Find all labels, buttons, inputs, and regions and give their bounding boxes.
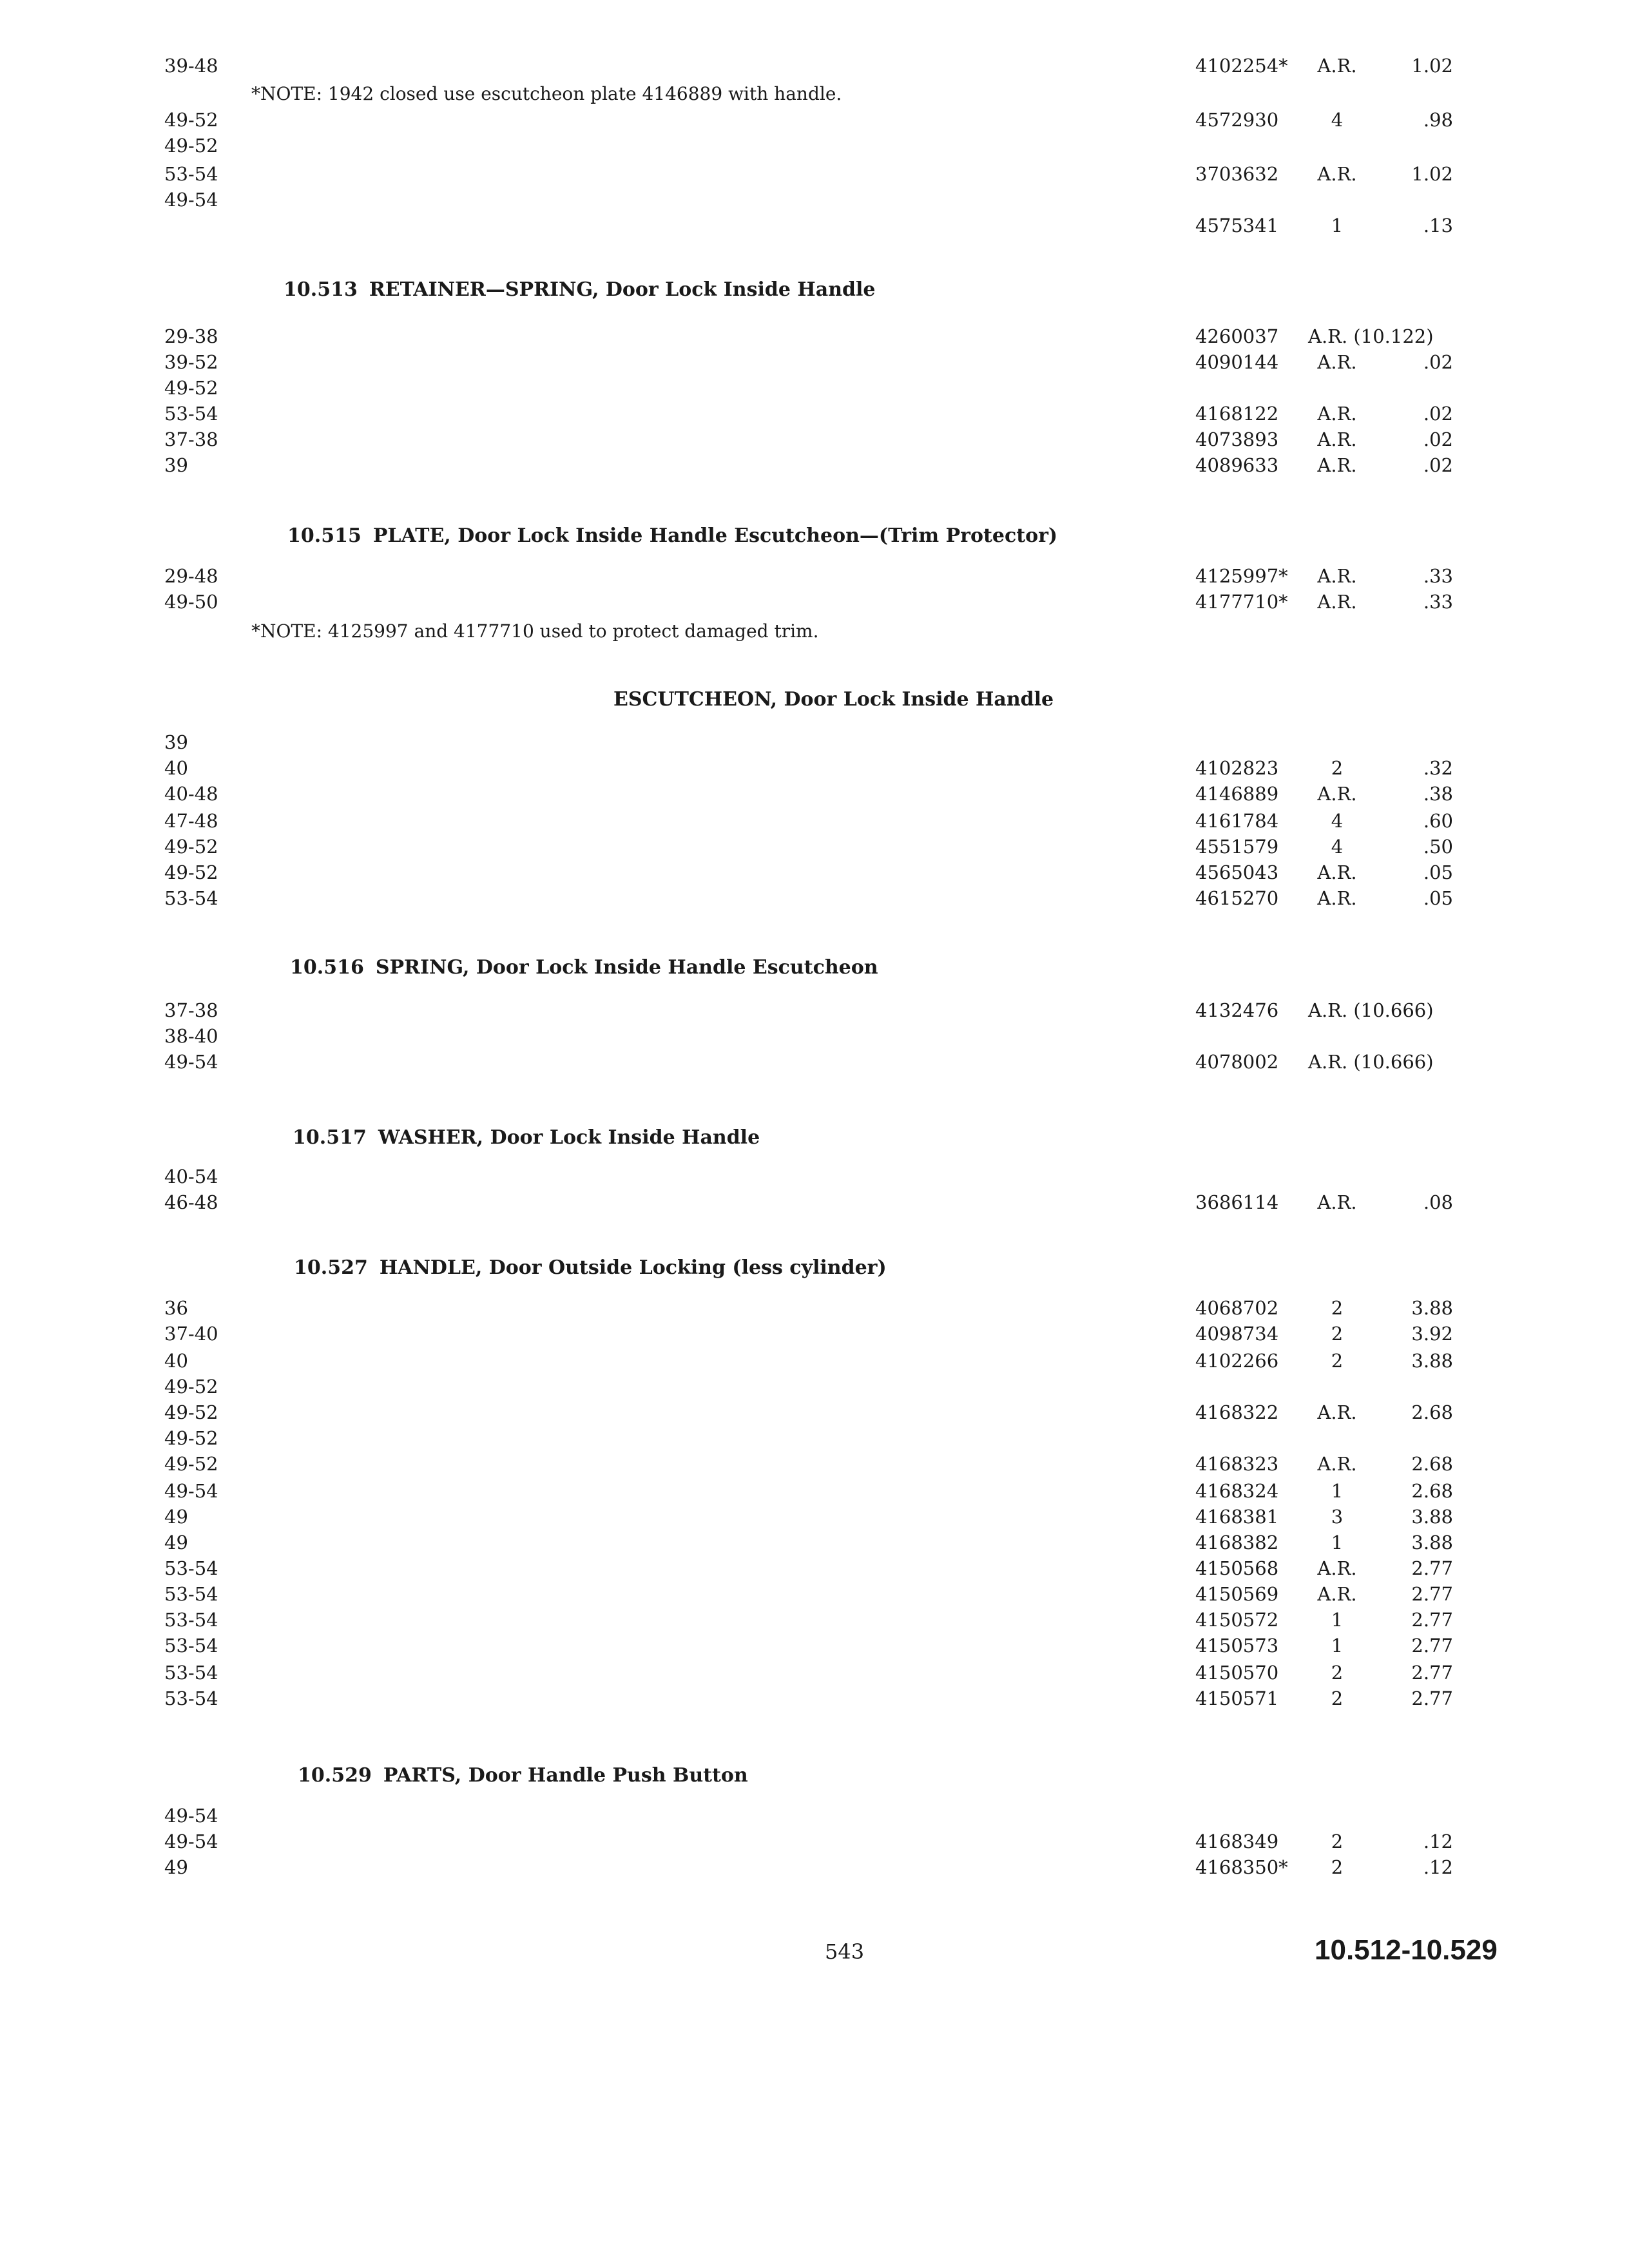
- quantity: 2: [1331, 1856, 1344, 1878]
- quantity: A.R.: [1317, 1583, 1357, 1605]
- price: 2.77: [1411, 1557, 1453, 1579]
- table-row: [0, 161, 1629, 189]
- section-heading: [290, 954, 878, 982]
- table-row: [0, 834, 1629, 862]
- price: 2.77: [1411, 1583, 1453, 1605]
- table-row: [0, 213, 1629, 241]
- quantity: 4: [1331, 109, 1344, 131]
- part-number: 4125997*: [1195, 565, 1288, 587]
- part-number: 4150568: [1195, 1557, 1279, 1579]
- quantity: A.R.: [1317, 1557, 1357, 1579]
- table-row: [0, 401, 1629, 429]
- part-number: 4168382: [1195, 1532, 1279, 1553]
- years-cell: 53-54: [164, 1583, 218, 1605]
- price: .05: [1423, 861, 1453, 883]
- footnote: *NOTE: 4125997 and 4177710 used to protect damaged trim.: [251, 620, 819, 642]
- price: .38: [1423, 783, 1453, 805]
- years-cell: 49-52: [164, 135, 218, 157]
- quantity: A.R. (10.666): [1308, 999, 1434, 1021]
- part-number: 4090144: [1195, 351, 1279, 373]
- table-row: [0, 1581, 1629, 1610]
- table-row: [0, 1374, 1629, 1402]
- part-number: 4615270: [1195, 887, 1279, 909]
- section-heading: [294, 1254, 887, 1282]
- quantity: 2: [1331, 1350, 1344, 1372]
- years-cell: 53-54: [164, 1687, 218, 1709]
- years-cell: 49-52: [164, 109, 218, 131]
- section-title: PARTS, Door Handle Push Button: [383, 1764, 748, 1787]
- years-cell: 49-52: [164, 1427, 218, 1449]
- table-row: [0, 755, 1629, 783]
- years-cell: 53-54: [164, 403, 218, 425]
- price: 2.77: [1411, 1687, 1453, 1709]
- years-cell: 49-52: [164, 836, 218, 858]
- part-number: 4078002: [1195, 1051, 1279, 1073]
- price: 2.77: [1411, 1609, 1453, 1631]
- section-heading: [298, 1762, 748, 1790]
- part-number: 4098734: [1195, 1323, 1279, 1345]
- quantity: A.R.: [1317, 1401, 1357, 1423]
- section-heading: [284, 276, 875, 304]
- years-cell: 47-48: [164, 810, 218, 832]
- quantity: 1: [1331, 1635, 1344, 1657]
- price: 2.68: [1411, 1453, 1453, 1475]
- part-number: 4168322: [1195, 1401, 1279, 1423]
- part-number: 4089633: [1195, 454, 1279, 476]
- quantity: A.R.: [1317, 1191, 1357, 1213]
- table-row: [0, 1555, 1629, 1584]
- quantity: 1: [1331, 215, 1344, 236]
- quantity: A.R.: [1317, 454, 1357, 476]
- quantity: A.R.: [1317, 351, 1357, 373]
- price: 1.02: [1411, 55, 1453, 77]
- table-row: [0, 1164, 1629, 1192]
- price: 1.02: [1411, 163, 1453, 185]
- quantity: 2: [1331, 1687, 1344, 1709]
- price: .32: [1423, 757, 1453, 779]
- years-cell: 40-54: [164, 1166, 218, 1187]
- table-row: [0, 1803, 1629, 1831]
- price: 3.88: [1411, 1350, 1453, 1372]
- part-number: 4146889: [1195, 783, 1279, 805]
- quantity: 4: [1331, 810, 1344, 832]
- table-row: [0, 1321, 1629, 1349]
- part-number: 4161784: [1195, 810, 1279, 832]
- years-cell: 36: [164, 1297, 188, 1319]
- table-row: [0, 427, 1629, 455]
- table-row: [0, 1854, 1629, 1883]
- table-row: [0, 1425, 1629, 1454]
- years-cell: 49-52: [164, 1401, 218, 1423]
- table-row: [0, 1829, 1629, 1857]
- part-number: 3703632: [1195, 163, 1279, 185]
- footnote: *NOTE: 1942 closed use escutcheon plate 4146889 with handle.: [251, 83, 842, 104]
- table-row: [0, 1530, 1629, 1558]
- section-number: 10.513: [284, 278, 358, 301]
- years-cell: 49-50: [164, 591, 218, 613]
- years-cell: 49-54: [164, 1831, 218, 1852]
- section-title: SPRING, Door Lock Inside Handle Escutcheon: [375, 956, 878, 979]
- years-cell: 49-54: [164, 1805, 218, 1827]
- price: .60: [1423, 810, 1453, 832]
- price: 3.88: [1411, 1297, 1453, 1319]
- part-number: 4260037: [1195, 325, 1279, 347]
- section-title: WASHER, Door Lock Inside Handle: [378, 1126, 760, 1149]
- years-cell: 40: [164, 1350, 188, 1372]
- quantity: 2: [1331, 1662, 1344, 1684]
- price: 3.92: [1411, 1323, 1453, 1345]
- table-row: [0, 323, 1629, 352]
- years-cell: 53-54: [164, 163, 218, 185]
- price: 3.88: [1411, 1532, 1453, 1553]
- table-row: [0, 781, 1629, 809]
- price: .02: [1423, 454, 1453, 476]
- table-row: [0, 1504, 1629, 1532]
- quantity: 2: [1331, 1297, 1344, 1319]
- price: .50: [1423, 836, 1453, 858]
- quantity: A.R.: [1317, 163, 1357, 185]
- table-row: [0, 808, 1629, 836]
- quantity: 1: [1331, 1609, 1344, 1631]
- quantity: A.R.: [1317, 565, 1357, 587]
- part-number: 4150573: [1195, 1635, 1279, 1657]
- part-number: 4168349: [1195, 1831, 1279, 1852]
- section-range: 10.512-10.529: [1315, 1934, 1498, 1966]
- quantity: A.R.: [1317, 428, 1357, 450]
- years-cell: 37-38: [164, 999, 218, 1021]
- years-cell: 49-54: [164, 189, 218, 211]
- table-row: [0, 1478, 1629, 1506]
- table-row: [0, 885, 1629, 914]
- section-number: 10.527: [294, 1256, 368, 1279]
- table-row: [0, 1023, 1629, 1052]
- years-cell: 40: [164, 757, 188, 779]
- quantity: A.R. (10.122): [1308, 325, 1434, 347]
- years-cell: 49-52: [164, 1376, 218, 1398]
- table-row: [0, 1348, 1629, 1376]
- part-number: 4168122: [1195, 403, 1279, 425]
- table-row: [0, 452, 1629, 481]
- part-number: 4168324: [1195, 1480, 1279, 1502]
- price: 2.68: [1411, 1480, 1453, 1502]
- price: .12: [1423, 1831, 1453, 1852]
- table-row: [0, 1399, 1629, 1428]
- section-title: HANDLE, Door Outside Locking (less cylinder): [379, 1256, 887, 1279]
- section-heading: [293, 1124, 760, 1152]
- part-number: 4551579: [1195, 836, 1279, 858]
- years-cell: 29-38: [164, 325, 218, 347]
- years-cell: 53-54: [164, 887, 218, 909]
- years-cell: 37-40: [164, 1323, 218, 1345]
- table-row: [0, 860, 1629, 888]
- quantity: 2: [1331, 1323, 1344, 1345]
- section-number: 10.517: [293, 1126, 367, 1149]
- years-cell: 39-48: [164, 55, 218, 77]
- years-cell: 49-52: [164, 1453, 218, 1475]
- quantity: 1: [1331, 1532, 1344, 1553]
- price: .02: [1423, 403, 1453, 425]
- table-row: [0, 729, 1629, 758]
- quantity: 3: [1331, 1506, 1344, 1528]
- years-cell: 49: [164, 1856, 188, 1878]
- part-number: 4150571: [1195, 1687, 1279, 1709]
- years-cell: 37-38: [164, 428, 218, 450]
- section-number: 10.529: [298, 1764, 372, 1787]
- table-row: [0, 1295, 1629, 1323]
- years-cell: 39: [164, 731, 188, 753]
- table-row: [0, 53, 1629, 81]
- years-cell: 40-48: [164, 783, 218, 805]
- section-number: 10.515: [287, 524, 361, 547]
- table-row: [0, 1189, 1629, 1218]
- page-number: 543: [825, 1939, 865, 1964]
- years-cell: 39-52: [164, 351, 218, 373]
- years-cell: 29-48: [164, 565, 218, 587]
- price: .33: [1423, 591, 1453, 613]
- price: .13: [1423, 215, 1453, 236]
- table-row: [0, 187, 1629, 215]
- quantity: A.R.: [1317, 783, 1357, 805]
- years-cell: 53-54: [164, 1635, 218, 1657]
- quantity: A.R. (10.666): [1308, 1051, 1434, 1073]
- part-number: 4102266: [1195, 1350, 1279, 1372]
- years-cell: 53-54: [164, 1557, 218, 1579]
- years-cell: 39: [164, 454, 188, 476]
- part-number: 4150572: [1195, 1609, 1279, 1631]
- section-title: PLATE, Door Lock Inside Handle Escutcheon—(Trim Protector): [372, 524, 1058, 547]
- quantity: A.R.: [1317, 55, 1357, 77]
- quantity: A.R.: [1317, 1453, 1357, 1475]
- table-row: [0, 107, 1629, 135]
- section-heading: [287, 522, 1057, 550]
- years-cell: 46-48: [164, 1191, 218, 1213]
- part-number: 4177710*: [1195, 591, 1288, 613]
- part-number: 4572930: [1195, 109, 1279, 131]
- quantity: A.R.: [1317, 887, 1357, 909]
- part-number: 4073893: [1195, 428, 1279, 450]
- table-row: [0, 1660, 1629, 1688]
- quantity: 2: [1331, 1831, 1344, 1852]
- years-cell: 38-40: [164, 1025, 218, 1047]
- table-row: [0, 1686, 1629, 1714]
- years-cell: 53-54: [164, 1662, 218, 1684]
- table-row: [0, 1049, 1629, 1077]
- table-row: [0, 1607, 1629, 1635]
- years-cell: 53-54: [164, 1609, 218, 1631]
- part-number: 3686114: [1195, 1191, 1279, 1213]
- table-row: [0, 589, 1629, 617]
- price: .12: [1423, 1856, 1453, 1878]
- section-heading: [613, 686, 1054, 714]
- part-number: 4150570: [1195, 1662, 1279, 1684]
- years-cell: 49-54: [164, 1480, 218, 1502]
- part-number: 4565043: [1195, 861, 1279, 883]
- price: .02: [1423, 351, 1453, 373]
- section-title: RETAINER—SPRING, Door Lock Inside Handle: [369, 278, 876, 301]
- quantity: 1: [1331, 1480, 1344, 1502]
- price: .08: [1423, 1191, 1453, 1213]
- part-number: 4150569: [1195, 1583, 1279, 1605]
- years-cell: 49-52: [164, 377, 218, 399]
- price: 2.77: [1411, 1662, 1453, 1684]
- part-number: 4168381: [1195, 1506, 1279, 1528]
- years-cell: 49-52: [164, 861, 218, 883]
- quantity: A.R.: [1317, 403, 1357, 425]
- section-number: 10.516: [290, 956, 364, 979]
- section-title: ESCUTCHEON, Door Lock Inside Handle: [613, 688, 1054, 711]
- price: .33: [1423, 565, 1453, 587]
- years-cell: 49: [164, 1506, 188, 1528]
- price: 3.88: [1411, 1506, 1453, 1528]
- quantity: 2: [1331, 757, 1344, 779]
- quantity: 4: [1331, 836, 1344, 858]
- price: .05: [1423, 887, 1453, 909]
- part-number: 4168350*: [1195, 1856, 1288, 1878]
- table-row: [0, 1633, 1629, 1661]
- part-number: 4102823: [1195, 757, 1279, 779]
- part-number: 4068702: [1195, 1297, 1279, 1319]
- table-row: [0, 349, 1629, 378]
- table-row: [0, 375, 1629, 403]
- table-row: [0, 563, 1629, 591]
- years-cell: 49: [164, 1532, 188, 1553]
- part-number: 4168323: [1195, 1453, 1279, 1475]
- part-number: 4575341: [1195, 215, 1279, 236]
- table-row: [0, 997, 1629, 1026]
- part-number: 4102254*: [1195, 55, 1288, 77]
- table-row: [0, 133, 1629, 161]
- quantity: A.R.: [1317, 861, 1357, 883]
- price: 2.68: [1411, 1401, 1453, 1423]
- price: .98: [1423, 109, 1453, 131]
- table-row: [0, 1451, 1629, 1479]
- years-cell: 49-54: [164, 1051, 218, 1073]
- quantity: A.R.: [1317, 591, 1357, 613]
- price: .02: [1423, 428, 1453, 450]
- price: 2.77: [1411, 1635, 1453, 1657]
- part-number: 4132476: [1195, 999, 1279, 1021]
